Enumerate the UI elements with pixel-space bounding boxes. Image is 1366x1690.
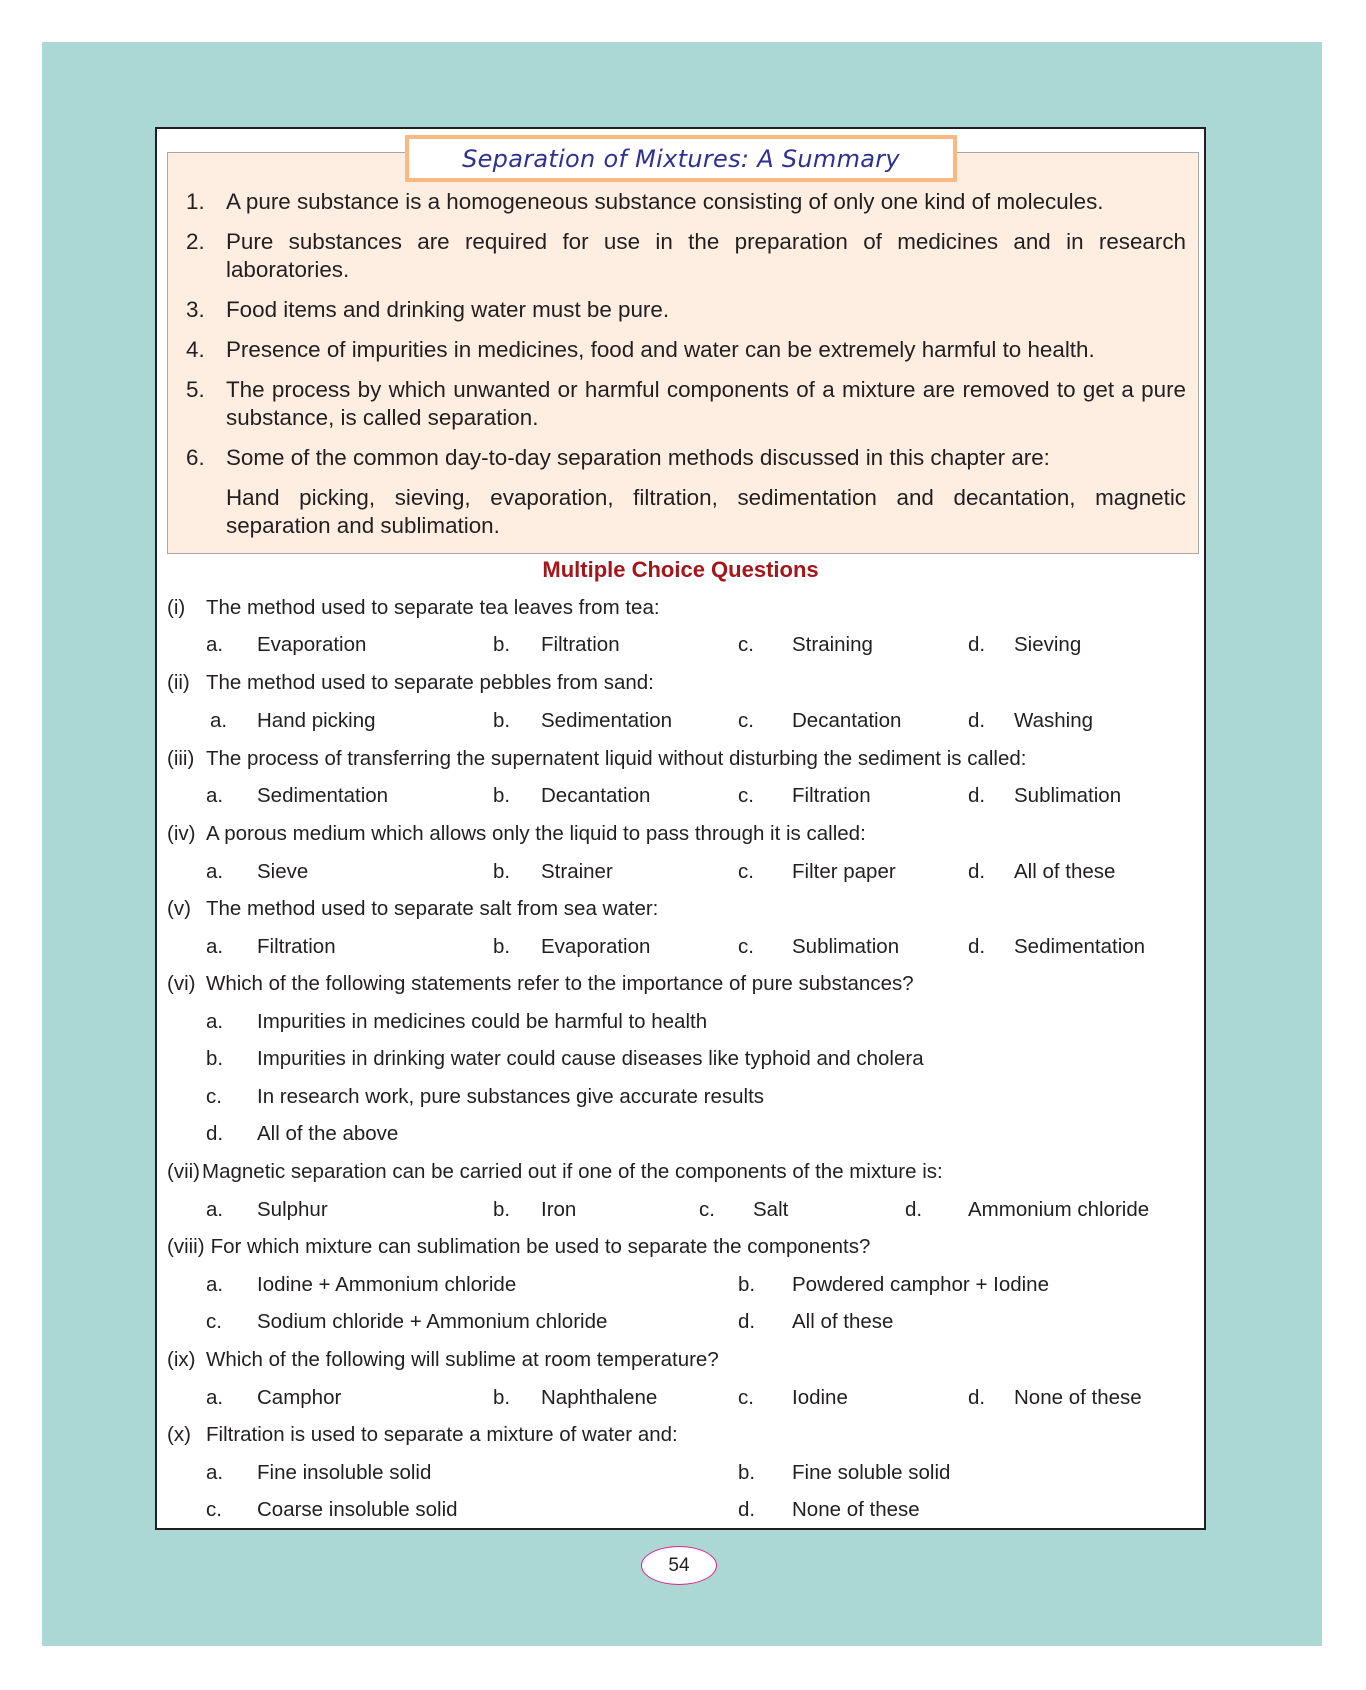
summary-item-methods: Hand picking, sieving, evaporation, filtration, sedimentation and decantation, magnetic separation and sublimation. <box>226 485 1186 538</box>
page-number: 54 <box>641 1546 717 1585</box>
question: (ix) Which of the following will sublime at room temperature? <box>167 1348 719 1371</box>
summary-item: 4. Presence of impurities in medicines, food and water can be extremely harmful to health. <box>186 337 1095 362</box>
option-letter: d. <box>968 633 986 656</box>
option-text[interactable]: Sublimation <box>1014 784 1122 807</box>
option-letter: a. <box>206 784 224 807</box>
summary-item: 3. Food items and drinking water must be pure. <box>186 297 670 322</box>
question: (x) Filtration is used to separate a mixture of water and: <box>167 1423 678 1446</box>
option-text[interactable]: Decantation <box>541 784 651 807</box>
summary-title-box <box>405 135 957 182</box>
option-text[interactable]: Filtration <box>792 784 871 807</box>
option-letter: a. <box>206 1010 224 1033</box>
option-letter: d. <box>905 1198 923 1221</box>
option-text[interactable]: Fine insoluble solid <box>257 1461 432 1484</box>
option-letter: b. <box>493 633 511 656</box>
summary-item: 6. Some of the common day-to-day separation methods discussed in this chapter are: <box>186 445 1050 470</box>
option-letter: a. <box>206 935 224 958</box>
option-text[interactable]: Iron <box>541 1198 577 1221</box>
option-text[interactable]: Sublimation <box>792 935 900 958</box>
option-text[interactable]: Hand picking <box>257 709 376 732</box>
option-letter: a. <box>206 633 224 656</box>
option-text[interactable]: All of the above <box>257 1122 399 1145</box>
option-letter: c. <box>738 784 754 807</box>
option-letter: c. <box>699 1198 715 1221</box>
option-letter: b. <box>493 860 511 883</box>
option-text[interactable]: Camphor <box>257 1386 342 1409</box>
summary-item: 1. A pure substance is a homogeneous substance consisting of only one kind of molecules. <box>186 189 1104 214</box>
option-text[interactable]: Sodium chloride + Ammonium chloride <box>257 1310 608 1333</box>
option-letter: b. <box>493 709 511 732</box>
option-text[interactable]: Impurities in medicines could be harmful to health <box>257 1010 708 1033</box>
option-text[interactable]: Sieving <box>1014 633 1082 656</box>
summary-item: 5. The process by which unwanted or harmful components of a mixture are removed to get a pure substance, is called separation. <box>186 377 1186 430</box>
option-text[interactable]: None of these <box>1014 1386 1142 1409</box>
option-text[interactable]: Coarse insoluble solid <box>257 1498 458 1521</box>
option-letter: b. <box>493 935 511 958</box>
option-letter: b. <box>493 1386 511 1409</box>
option-letter: c. <box>206 1085 222 1108</box>
option-text[interactable]: Washing <box>1014 709 1093 732</box>
option-text[interactable]: Filter paper <box>792 860 896 883</box>
option-letter: d. <box>968 860 986 883</box>
option-text[interactable]: Iodine <box>792 1386 848 1409</box>
option-text[interactable]: Sulphur <box>257 1198 328 1221</box>
question: (viii) For which mixture can sublimation be used to separate the components? <box>167 1235 871 1258</box>
option-text[interactable]: Iodine + Ammonium chloride <box>257 1273 517 1296</box>
option-text[interactable]: All of these <box>1014 860 1116 883</box>
option-text[interactable]: Sieve <box>257 860 309 883</box>
option-text[interactable]: Evaporation <box>541 935 651 958</box>
option-text[interactable]: All of these <box>792 1310 894 1333</box>
option-text[interactable]: Decantation <box>792 709 902 732</box>
option-text[interactable]: Evaporation <box>257 633 367 656</box>
question: (iv) A porous medium which allows only the liquid to pass through it is called: <box>167 822 866 845</box>
option-letter: c. <box>206 1498 222 1521</box>
summary-item: 2. Pure substances are required for use in the preparation of medicines and in research laboratories. <box>186 229 1186 282</box>
option-letter: d. <box>206 1122 224 1145</box>
mcq-heading: Multiple Choice Questions <box>542 557 819 582</box>
question: (vi) Which of the following statements refer to the importance of pure substances? <box>167 972 914 995</box>
option-text[interactable]: Strainer <box>541 860 613 883</box>
option-text[interactable]: In research work, pure substances give accurate results <box>257 1085 765 1108</box>
option-letter: d. <box>968 1386 986 1409</box>
option-text[interactable]: Fine soluble solid <box>792 1461 951 1484</box>
question: (ii) The method used to separate pebbles from sand: <box>167 671 654 694</box>
question: (vii)Magnetic separation can be carried out if one of the components of the mixture is: <box>167 1160 943 1183</box>
option-text[interactable]: Salt <box>753 1198 789 1221</box>
question: (v) The method used to separate salt from sea water: <box>167 897 659 920</box>
option-letter: c. <box>206 1310 222 1333</box>
option-letter: b. <box>206 1047 224 1070</box>
option-text[interactable]: Sedimentation <box>1014 935 1146 958</box>
option-text[interactable]: Filtration <box>541 633 620 656</box>
option-text[interactable]: Straining <box>792 633 873 656</box>
option-text[interactable]: Impurities in drinking water could cause diseases like typhoid and cholera <box>257 1047 924 1070</box>
question: (i) The method used to separate tea leaves from tea: <box>167 596 660 619</box>
option-text[interactable]: Sedimentation <box>257 784 389 807</box>
option-letter: a. <box>210 709 228 732</box>
option-text[interactable]: None of these <box>792 1498 920 1521</box>
option-letter: d. <box>738 1310 756 1333</box>
option-letter: a. <box>206 1198 224 1221</box>
option-letter: c. <box>738 1386 754 1409</box>
option-letter: d. <box>738 1498 756 1521</box>
option-letter: a. <box>206 1386 224 1409</box>
option-letter: c. <box>738 633 754 656</box>
option-letter: d. <box>968 935 986 958</box>
option-letter: a. <box>206 1273 224 1296</box>
option-text[interactable]: Sedimentation <box>541 709 673 732</box>
option-text[interactable]: Ammonium chloride <box>968 1198 1150 1221</box>
option-letter: d. <box>968 784 986 807</box>
option-letter: a. <box>206 1461 224 1484</box>
option-letter: d. <box>968 709 986 732</box>
option-text[interactable]: Filtration <box>257 935 336 958</box>
option-letter: c. <box>738 709 754 732</box>
option-letter: c. <box>738 860 754 883</box>
option-letter: a. <box>206 860 224 883</box>
option-letter: b. <box>493 784 511 807</box>
question: (iii) The process of transferring the supernatent liquid without disturbing the sediment is called: <box>167 747 1027 770</box>
option-text[interactable]: Naphthalene <box>541 1386 658 1409</box>
option-letter: b. <box>493 1198 511 1221</box>
option-text[interactable]: Powdered camphor + Iodine <box>792 1273 1049 1296</box>
summary-title: Separation of Mixtures: A Summary <box>462 144 900 173</box>
option-letter: b. <box>738 1273 756 1296</box>
option-letter: c. <box>738 935 754 958</box>
option-letter: b. <box>738 1461 756 1484</box>
